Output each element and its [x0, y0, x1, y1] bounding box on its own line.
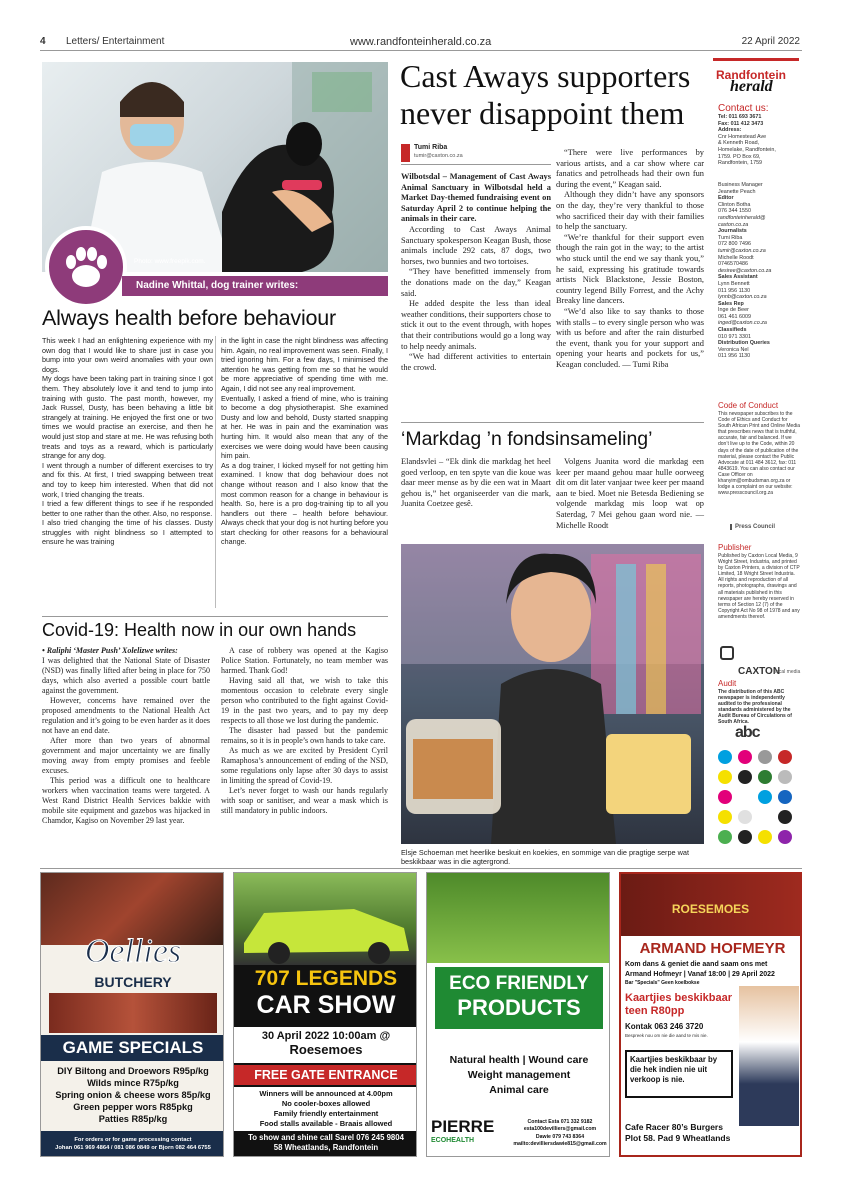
roesemoes-contact: Kontak 063 246 3720	[625, 1022, 704, 1031]
eco-title2: PRODUCTS	[457, 995, 581, 1020]
leaves-photo	[427, 873, 609, 963]
footer-phones: Johan 061 969 4864 / 081 086 0849 or Bjorn 082 464 6755	[55, 1145, 211, 1151]
colour-dot	[738, 810, 752, 824]
covid-col1	[42, 646, 210, 826]
roesemoes-logo: ROESEMOES	[671, 902, 750, 916]
header-rule	[40, 50, 802, 51]
issue-date: 22 April 2022	[741, 36, 800, 47]
paragraph: Having said all that, we wish to take this momentous occasion to celebrate every single person who contributed to the fight against Covid-19 in the past two years, and to pay my deep respects to all those we lost during the pandemic.	[221, 676, 388, 725]
paragraph: in the light in case the night blindness was affecting him. Again, no real improvement was seen. Finally, I tried ignoring him. For a few days, I minimised the attention he was getting from me so that he would be more appreciative of spending time with me. Again, I did not see any real improvement.	[221, 336, 388, 393]
colour-dot	[758, 750, 772, 764]
paragraph: Let’s never forget to wash our hands regularly with soap or sanitiser, and wear a mask which is still mandatory in public indoors.	[221, 786, 388, 815]
page-number: 4	[40, 36, 46, 47]
ad-oellies[interactable]	[40, 872, 224, 1157]
details-line: Armand Hofmeyr | Vanaf 18:00 | 29 April 2022	[625, 970, 775, 978]
brand-top: Randfontein	[716, 68, 786, 82]
staff-line: 0746570486	[718, 261, 748, 268]
conduct-title: Code of Conduct	[718, 401, 779, 410]
info-line: Animal care	[489, 1084, 549, 1096]
staff-line: 011 956 1130	[718, 353, 751, 360]
roesemoes-artist: ARMAND HOFMEYR	[639, 940, 786, 957]
author-email[interactable]: tumir@caxton.co.za	[414, 153, 463, 159]
staff-line: Sales Assistant	[718, 274, 758, 281]
audit-text: The distribution of this ABC newspaper is independently audited to the professional standards administered by the Audit Bureau of Circulations of South Africa.	[718, 689, 792, 726]
staff-line: Veronica Nel	[718, 346, 749, 353]
caxton-icon	[720, 646, 734, 660]
colour-dot	[778, 810, 792, 824]
intro-line: Kom dans & geniet die aand saam ons met	[625, 961, 768, 968]
vet-headline: Always health before behaviour	[42, 306, 336, 330]
paragraph: I was delighted that the National State of Disaster (NSD) was finally lifted after being in place for 750 days, which also averted a possible court battle against the government.	[42, 656, 210, 695]
market-illustration	[401, 544, 704, 844]
vet-col2	[221, 336, 388, 547]
covid-headline: Covid-19: Health now in our own hands	[42, 620, 357, 640]
carshow-date-box	[234, 1027, 417, 1063]
paragraph: After more than two years of abnormal government and major uncertainty we are finally moving away from empty promises and feeble excuses.	[42, 736, 210, 775]
carshow-lines	[234, 1087, 417, 1131]
roesemoes-contact-note: Bespreek nou om nie die aand te mis nie.	[625, 1033, 708, 1038]
paragraph: “There were live performances by various artists, and a car show where car fanatics and petrolheads had their own fun during the event,” Keagan said.	[556, 148, 704, 189]
divider	[401, 422, 704, 423]
staff-line[interactable]: inged@caxton.co.za	[718, 320, 767, 327]
contact-line: Homelake, Randfontein,	[718, 146, 776, 153]
colour-dot	[778, 790, 792, 804]
eco-brand: PIERRE	[431, 1117, 495, 1136]
publisher-title: Publisher	[718, 543, 752, 552]
carshow-date: 30 April 2022 10:00am @	[261, 1030, 391, 1042]
contact-line: Tel: 011 693 3671	[718, 114, 762, 120]
staff-line[interactable]: desiree@caxton.co.za	[718, 267, 772, 274]
staff-line[interactable]: tumir@caxton.co.za	[718, 247, 766, 254]
roesemoes-intro-block	[625, 960, 800, 989]
staff-line: Distribution Queries	[718, 340, 770, 347]
eco-lines	[427, 1053, 610, 1098]
staff-line: Inge de Beer	[718, 307, 749, 314]
colour-dot	[718, 830, 732, 844]
covid-byline: • Raliphi ‘Master Push’ Xolelizwe writes:	[42, 646, 178, 655]
colour-dot	[758, 790, 772, 804]
paragraph: He added despite the less than ideal weather conditions, their supporters chose to stick it out to the event through, with hopes that their contributions would go a long way to help needy animals.	[401, 299, 551, 351]
colour-dot	[718, 810, 732, 824]
author-marker	[401, 144, 410, 162]
paw-icon	[49, 230, 123, 304]
divider	[40, 868, 802, 869]
price-item: DIY Biltong and Droewors R95p/kg	[57, 1066, 209, 1076]
staff-line: Lynn Bennett	[718, 280, 750, 287]
eco-brand-sub: ECOHEALTH	[431, 1137, 475, 1144]
contact-line[interactable]: mailto:devilliersdawie815@gmail.com	[513, 1140, 607, 1147]
contact-line: Cnr Homestead Ave	[718, 133, 767, 140]
staff-line: Business Manager	[718, 182, 763, 188]
paragraph: This period was a difficult one to healthcare workers when vaccination teams were targeted. A West Rand District Health Services bakkie with mobile site equipment and gazebos was hijacked in Chamdor, Kagiso on November 29 last year.	[42, 776, 210, 825]
info-line: No cooler-boxes allowed	[281, 1099, 371, 1108]
colour-dot	[738, 750, 752, 764]
paragraph: I went through a number of different exercises to try and fix this. At first, I tried swapping between treat and toy to keep him interested. When that did not work, I tried changing the treats.	[42, 460, 213, 499]
staff-line: 010 971 3301	[718, 333, 751, 340]
staff-line: Journalists	[718, 228, 747, 235]
staff-line: Editor	[718, 195, 734, 202]
markdag-col2	[556, 457, 704, 531]
price-item: Wilds mince R75p/kg	[87, 1078, 179, 1088]
carshow-title2: CAR SHOW	[256, 991, 396, 1019]
castaways-col2	[556, 148, 704, 370]
roesemoes-footer	[625, 1122, 800, 1144]
vet-col1	[42, 336, 213, 547]
press-council-logo: Press Council	[730, 524, 775, 530]
castaways-col1	[401, 172, 551, 373]
contact-line: Contact Esta 071 332 9182	[527, 1119, 593, 1125]
staff-line: Michelle Roodt	[718, 254, 754, 261]
staff-line: 061 461 6009	[718, 313, 751, 320]
roesemoes-tickets: Kaartjies beskikbaar teen R80pp	[625, 992, 733, 1017]
paragraph: As a dog trainer, I kicked myself for not getting him examined. I know that dog behaviour does not change without reason and I also know that the most common reason for a change in behaviour is health. So, here is a pro dog-training tip to all you handlers out there – health before behaviour. Always check that your dog is not hurting before you start checking for other reasons for a behavioural change.	[221, 460, 388, 547]
oellies-name: Oellies	[84, 933, 182, 970]
price-item: Spring onion & cheese wors 85p/kg	[55, 1090, 211, 1100]
sidebar-rule	[713, 58, 799, 61]
colour-dot	[738, 770, 752, 784]
markdag-headline: ‘Markdag ’n fondsinsameling’	[401, 428, 653, 450]
oellies-items	[41, 1065, 224, 1125]
paragraph: I also tried changing the time of his classes. Dusty struggles with night blindness so I attempted to ensure he was training	[42, 518, 213, 547]
contact-line: & Kenneth Road,	[718, 140, 760, 147]
publisher-text: Published by Caxton Local Media, 9 Wright Street, Industria, and printed by Caxton Printers, a division of CTP Limited, 18 Wright Street Industria. All rights and reproduction of all reports, photographs, drawings and all materials published in this newspaper are hereby reserved in terms of Section 12 (7) of the Copyright Act No 98 of 1978 and any amendments thereof.	[718, 553, 800, 620]
eco-contact	[511, 1119, 609, 1148]
staff-line[interactable]: randfonteinherald@	[718, 214, 766, 221]
paragraph: I tried a few different things to see if he responded better to one rather than the other. Also, no response.	[42, 499, 213, 518]
brand-bottom: herald	[730, 78, 773, 95]
ad-eco[interactable]	[426, 872, 610, 1157]
contact-line: Address:	[718, 127, 742, 134]
paragraph: Eventually, I asked a friend of mine, who is training to become a dog physiotherapist. She examined Dusty and low and behold, Dusty started snapping at her. He was in pain and the examination was hurting him. It would also mean that any of the exercises we were doing would have been causing him pain.	[221, 393, 388, 461]
colour-dot	[778, 750, 792, 764]
paragraph: “We’re thankful for their support even though the rain got in the way; to the artist who stuck until the end we say thank you,” he said, expressing his gratitude towards artists Nick Blackstone, Jessie Boston, country legend Billy Forrest, and the Achy Breaky line dancers.	[556, 232, 704, 306]
column-rule	[215, 336, 216, 608]
paragraph: This week I had an enlightening experience with my own dog that I would like to share just in case you bump into your own weird anomalies with your own dogs.	[42, 336, 213, 374]
eco-banner	[433, 965, 605, 1031]
staff-line: Jeanette Peach	[718, 188, 756, 195]
meat-strip	[49, 993, 217, 1033]
info-line: Winners will be announced at 4.00pm	[259, 1089, 393, 1098]
paragraph: “We’d also like to say thanks to those with stalls – to every single person who was with us before and after the rain disturbed the event, thank you for your support and opening your hearts and pockets for us,” Keagan concluded. — Tumi Riba	[556, 306, 704, 369]
ad-roesemoes[interactable]	[619, 872, 802, 1157]
paragraph: “We had different activities to entertain the crowd.	[401, 352, 551, 372]
info-line: Weight management	[467, 1069, 571, 1081]
conduct-text: This newspaper subscribes to the Code of Ethics and Conduct for South African Print and Online Media that prescribes news that is truthful, accurate, fair and balanced. If we don’t live up to the Code, within 20 days of the date of publication of the material, please contact the Public Advocate at 011 484 3612, fax: 011 4843619. You can also contact our Case Officer on khanyim@ombudsman.org.za or lodge a complaint on our website: www.presscouncil.org.za	[718, 411, 800, 497]
staff-line: Classifieds	[718, 327, 747, 334]
colour-dot	[758, 830, 772, 844]
colour-dot	[718, 750, 732, 764]
markdag-col1	[401, 457, 551, 510]
colour-dot	[778, 830, 792, 844]
colour-dot	[718, 790, 732, 804]
paragraph: According to Cast Aways Animal Sanctuary spokesperson Keagan Bush, those animals include 292 cats, 87 dogs, two horses, two bunnies and two tortoises.	[401, 224, 551, 266]
staff-line: 076 344 1550	[718, 208, 751, 215]
contact-line: 1759. PO Box 69,	[718, 153, 761, 160]
staff-list	[718, 182, 800, 360]
paragraph: However, concerns have remained over the proposed amendments to the National Health Act regulation and it’s going to be even harder as it does not have an end date.	[42, 696, 210, 735]
car-illustration	[234, 873, 417, 965]
contact-line: To show and shine call Sarel 076 245 9804	[248, 1133, 404, 1142]
staff-line: 072 800 7496	[718, 241, 751, 248]
caxton-logo: CAXTON	[738, 666, 781, 677]
abc-logo: abc	[735, 724, 760, 741]
footer-text: For orders or for game processing contact	[74, 1137, 192, 1143]
colour-dot	[778, 770, 792, 784]
paragraph: Although they didn’t have any sponsors on the day, they’re very thankful to those who sacrificed their day with their families to help the sanctuary.	[556, 190, 704, 232]
info-line: Food stalls available - Braais allowed	[259, 1119, 393, 1128]
contact-line: Dawie 079 743 8364	[535, 1133, 585, 1140]
car-photo	[234, 873, 416, 965]
photo-credit: Photo: www.freepik.com.	[134, 258, 206, 265]
contact-title: Contact us:	[718, 103, 769, 114]
contact-line: Fax: 011 412 3473	[718, 120, 764, 127]
oellies-footer	[41, 1131, 224, 1157]
colour-dot	[718, 770, 732, 784]
divider	[401, 164, 551, 165]
staff-line: Clinton Botha	[718, 201, 751, 208]
castaways-headline: Cast Aways supporters never disappoint them	[400, 58, 691, 131]
footer-line: Plot 58. Pad 9 Wheatlands	[625, 1133, 731, 1143]
carshow-title1: 707 LEGENDS	[254, 967, 398, 990]
author-name: Tumi Riba	[414, 144, 448, 151]
eco-title1: ECO FRIENDLY	[449, 973, 589, 994]
castaways-lead: Wilbotsdal – Management of Cast Aways Animal Sanctuary in Wilbotsdal held a Market Day-themed fundraising event on Saturday April 2 to continue helping the animals in their care.	[401, 172, 551, 224]
footer-line: Cafe Racer 80’s Burgers	[625, 1122, 723, 1132]
section-label: Letters/ Entertainment	[66, 36, 165, 47]
info-line: Natural health | Wound care	[449, 1054, 589, 1066]
staff-line: Sales Rep	[718, 300, 744, 307]
colour-dot	[758, 770, 772, 784]
contact-block	[718, 114, 800, 167]
registration-colours	[718, 750, 800, 848]
ad-carshow[interactable]	[233, 872, 417, 1157]
carshow-contact	[234, 1133, 417, 1153]
site-url[interactable]: www.randfonteinherald.co.za	[350, 36, 492, 48]
paragraph: My dogs have been taking part in training since I got them. They absolutely love it and tend to jump into training with gusto. The past month, however, my Jack Russel, Dusty, has been behaving a little bit strangely at training. He enjoyed the first one or two times we would practise an exercise, and then he would just stop and stare at me. He was refusing both treats and toys as a reward, which is particularly strange for any dog.	[42, 374, 213, 461]
market-photo	[401, 544, 704, 844]
staff-line[interactable]: caxton.co.za	[718, 221, 749, 228]
contact-line: Randfontein, 1759	[718, 160, 763, 167]
roesemoes-header	[621, 874, 800, 936]
paragraph: “They have benefitted immensely from the donations made on the day,” Keagan said.	[401, 267, 551, 298]
audit-title: Audit	[718, 679, 737, 688]
carshow-free: FREE GATE ENTRANCE	[234, 1065, 417, 1085]
paragraph: The disaster had passed but the pandemic remains, so it is in people’s own hands to take care.	[221, 726, 388, 745]
staff-line: 011 956 1130	[718, 287, 751, 294]
covid-col2	[221, 646, 388, 816]
price-item: Patties R85p/kg	[98, 1114, 168, 1124]
note-line: Bar "Specials" Geen koelbokse	[625, 980, 700, 986]
colour-dot	[738, 830, 752, 844]
carshow-venue: Roesemoes	[289, 1042, 363, 1057]
roesemoes-box: Kaartjies beskikbaar by die hek indien nie uit verkoop is nie.	[625, 1050, 733, 1098]
paragraph: Elandsvlei – “Ek dink die markdag het heel goed verloop, en ten spyte van die koue was daar meer mense as by die een wat in Maart gehou is,” het organiseerder van die mark, Juanita Coetzee gesê.	[401, 457, 551, 509]
paragraph: Volgens Juanita word die markdag een keer per maand gehou maar hulle oorweeg dit om dit later vanjaar twee keer per maand aan te bied. Moet nie Betesda Bediening se volgende markdag mis loop wat op Saterdag, 7 Mei gehou gaan word nie. — Michelle Roodt	[556, 457, 704, 530]
price-item: Green pepper wors R85pkg	[73, 1102, 193, 1112]
oellies-specials: GAME SPECIALS	[41, 1035, 224, 1061]
vet-byline: Nadine Whittal, dog trainer writes:	[122, 276, 388, 296]
contact-line[interactable]: esta100devilliers@gmail.com	[523, 1126, 597, 1133]
address-line: 58 Wheatlands, Randfontein	[273, 1143, 379, 1152]
paragraph: As much as we are excited by President Cyril Ramaphosa’s announcement of ending of the NSD, some regulations only lapse after 30 days to assist in limiting the spread of Covid-19.	[221, 746, 388, 785]
staff-line[interactable]: lynnb@caxton.co.za	[718, 294, 767, 301]
photo-caption: Elsje Schoeman met heerlike beskuit en koekies, en sommige van die pragtige serpe wat beskikbaar was in die agtergrond.	[401, 848, 689, 866]
staff-line: Tumi Riba	[718, 234, 743, 241]
paragraph: A case of robbery was opened at the Kagiso Police Station. Fortunately, no team member was harmed. Thank God!	[221, 646, 388, 675]
paw-badge	[45, 226, 127, 308]
info-line: Family friendly entertainment	[273, 1109, 379, 1118]
artist-photo	[739, 986, 799, 1126]
caxton-sub: local media	[775, 669, 801, 675]
oellies-sub: BUTCHERY	[94, 974, 172, 990]
divider	[42, 616, 388, 617]
